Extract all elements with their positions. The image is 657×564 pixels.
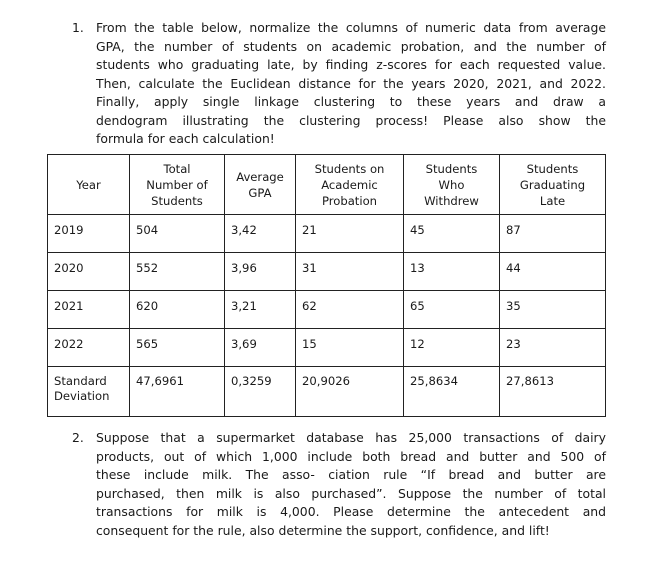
question-2-line: transactions for milk is 4,000. Please determine the antecedent and <box>96 504 606 519</box>
question-1-line: students who graduating late, by finding z-scores for each requested value. <box>96 57 606 72</box>
question-1-line: Finally, apply single linkage clustering to these years and draw a <box>96 94 606 109</box>
table-cell: 45 <box>404 215 500 253</box>
question-1-line: dendogram illustrating the clustering process! Please also show the <box>96 112 606 128</box>
column-header: Students Who Withdrew <box>404 155 500 215</box>
column-header: Year <box>48 155 130 215</box>
table-cell: 65 <box>404 291 500 329</box>
table-cell: 3,42 <box>225 215 296 253</box>
data-table <box>47 154 606 417</box>
table-cell: 3,96 <box>225 253 296 291</box>
question-2-line: consequent for the rule, also determine the support, confidence, and lift! <box>96 522 550 538</box>
table-header-row <box>48 155 606 215</box>
table-cell: Standard Deviation <box>48 367 130 417</box>
table-row <box>48 215 606 253</box>
table-body <box>48 215 606 417</box>
table-cell: 2022 <box>48 329 130 367</box>
table-cell: 62 <box>296 291 404 329</box>
table-cell: 20,9026 <box>296 367 404 417</box>
table-cell: 620 <box>130 291 225 329</box>
table-cell: 0,3259 <box>225 367 296 417</box>
table-cell: 21 <box>296 215 404 253</box>
table-cell: 12 <box>404 329 500 367</box>
column-header: Average GPA <box>225 155 296 215</box>
table-cell: 565 <box>130 329 225 367</box>
table-cell: 15 <box>296 329 404 367</box>
question-2-line: these include milk. The asso- ciation rule “If bread and butter are <box>96 467 606 482</box>
table-cell: 2021 <box>48 291 130 329</box>
question-1-line: Then, calculate the Euclidean distance for the years 2020, 2021, and 2022. <box>96 75 606 91</box>
table-cell: 27,8613 <box>500 367 606 417</box>
table-cell: 87 <box>500 215 606 253</box>
question-1-text <box>96 19 606 149</box>
table-cell: 3,21 <box>225 291 296 329</box>
question-1-line: formula for each calculation! <box>96 131 275 146</box>
question-2-line: products, out of which 1,000 include both bread and butter and 500 of <box>96 448 606 464</box>
table-cell: 25,8634 <box>404 367 500 417</box>
question-2-line: Suppose that a supermarket database has 25,000 transactions of dairy <box>96 430 606 445</box>
table-cell: 44 <box>500 253 606 291</box>
table-row <box>48 253 606 291</box>
table-cell: 31 <box>296 253 404 291</box>
question-2-text <box>96 429 606 540</box>
question-2-line: purchased, then milk is also purchased”. Suppose the number of total <box>96 485 606 501</box>
table-cell: 13 <box>404 253 500 291</box>
table-row <box>48 291 606 329</box>
table-cell: 2019 <box>48 215 130 253</box>
column-header: Students Graduating Late <box>500 155 606 215</box>
table-cell: 552 <box>130 253 225 291</box>
table-cell: 47,6961 <box>130 367 225 417</box>
question-1-number: 1. <box>72 20 84 35</box>
table-row <box>48 329 606 367</box>
table-cell: 35 <box>500 291 606 329</box>
table-cell: 504 <box>130 215 225 253</box>
question-2-number: 2. <box>72 430 84 445</box>
column-header: Students on Academic Probation <box>296 155 404 215</box>
table-cell: 2020 <box>48 253 130 291</box>
table-cell: 3,69 <box>225 329 296 367</box>
standard-deviation-row <box>48 367 606 417</box>
table-cell: 23 <box>500 329 606 367</box>
question-1-line: GPA, the number of students on academic probation, and the number of <box>96 38 606 54</box>
column-header: Total Number of Students <box>130 155 225 215</box>
question-1-line: From the table below, normalize the columns of numeric data from average <box>96 20 606 35</box>
